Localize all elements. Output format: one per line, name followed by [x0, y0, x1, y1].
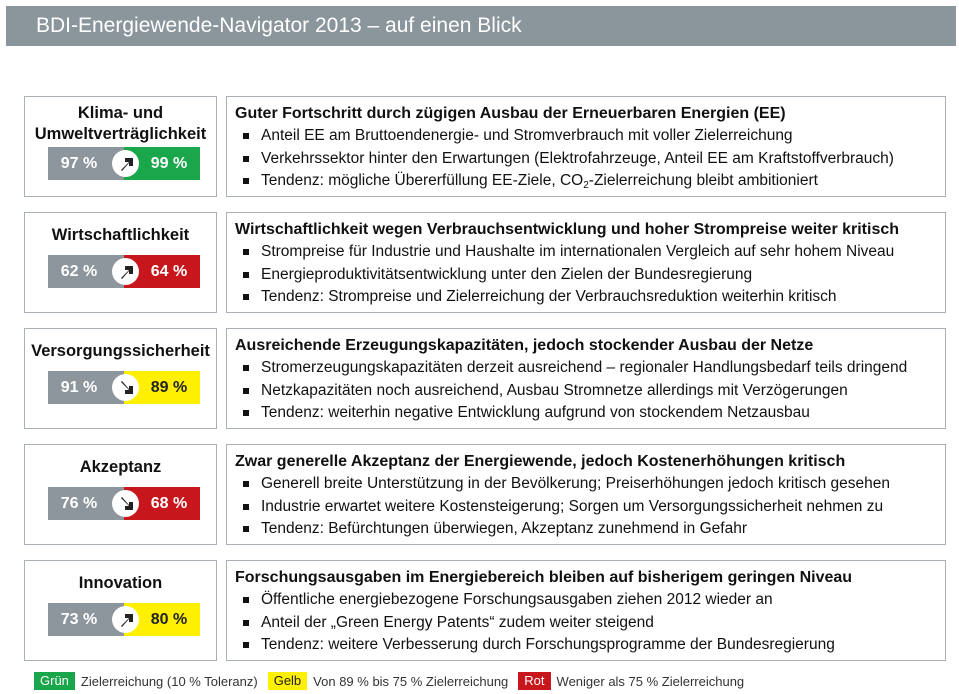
summary-heading: Forschungsausgaben im Energiebereich bleiben auf bisherigem geringen Niveau: [235, 569, 853, 586]
previous-score: 97 %: [48, 147, 124, 180]
bullet-item: Energieproduktivitätsentwicklung unter den Zielen der Bundesregierung: [235, 264, 945, 287]
summary-panel: [226, 212, 946, 313]
subscript-2: 2: [583, 180, 589, 191]
bullet-item: Öffentliche energiebezogene Forschungsausgaben ziehen 2012 wieder an: [235, 589, 945, 612]
arrow-down-right-icon: [112, 490, 139, 517]
summary-panel: [226, 328, 946, 429]
bullet-item: Verkehrssektor hinter den Erwartungen (Elektrofahrzeuge, Anteil EE am Kraftstoffverbrauch): [235, 148, 945, 171]
bullet-item: Generell breite Unterstützung in der Bevölkerung; Preiserhöhungen jedoch kritisch gesehen: [235, 473, 945, 496]
legend-chip-green: Grün: [34, 672, 75, 690]
category-panel: [24, 328, 217, 429]
legend-text: Zielerreichung (10 % Toleranz): [80, 673, 258, 689]
bullet-item: Tendenz: Befürchtungen überwiegen, Akzeptanz zunehmend in Gefahr: [235, 518, 945, 541]
current-score: 80 %: [124, 603, 200, 636]
legend-chip-yellow: Gelb: [268, 672, 307, 690]
row-innovation: [24, 560, 946, 661]
row-versorgungssicherheit: [24, 328, 946, 429]
bullet-item: Strompreise für Industrie und Haushalte im internationalen Vergleich auf sehr hohem Niveau: [235, 241, 945, 264]
score-gauge: [48, 487, 201, 520]
summary-heading: Wirtschaftlichkeit wegen Verbrauchsentwicklung und hoher Strompreise weiter kritisch: [235, 221, 900, 238]
legend: [34, 671, 754, 691]
previous-score: 62 %: [48, 255, 124, 288]
bullet-item: Netzkapazitäten noch ausreichend, Ausbau Stromnetze allerdings mit Verzögerungen: [235, 380, 945, 403]
bullet-text-end: -Zielerreichung bleibt ambitioniert: [588, 172, 818, 189]
legend-text: Weniger als 75 % Zielerreichung: [556, 673, 745, 689]
current-score: 64 %: [124, 255, 200, 288]
bullet-list: [235, 473, 945, 541]
category-label: Akzeptanz: [79, 458, 162, 476]
bullet-item: Anteil der „Green Energy Patents“ zudem weiter steigend: [235, 612, 945, 635]
row-akzeptanz: [24, 444, 946, 545]
score-gauge: [48, 603, 201, 636]
arrow-down-right-icon: [112, 374, 139, 401]
summary-heading: Zwar generelle Akzeptanz der Energiewende, jedoch Kostenerhöhungen kritisch: [235, 453, 846, 470]
previous-score: 91 %: [48, 371, 124, 404]
category-panel: [24, 444, 217, 545]
category-panel: [24, 560, 217, 661]
current-score: 99 %: [124, 147, 200, 180]
bullet-list: [235, 125, 945, 193]
previous-score: 76 %: [48, 487, 124, 520]
category-label: Wirtschaftlichkeit: [51, 226, 190, 244]
row-wirtschaftlichkeit: [24, 212, 946, 313]
category-label: Klima- und: [77, 104, 164, 122]
row-klima: [24, 96, 946, 197]
current-score: 89 %: [124, 371, 200, 404]
bullet-item: Tendenz: weitere Verbesserung durch Forschungsprogramme der Bundesregierung: [235, 634, 945, 657]
summary-heading: Guter Fortschritt durch zügigen Ausbau der Erneuerbaren Energien (EE): [235, 105, 786, 122]
legend-text: Von 89 % bis 75 % Zielerreichung: [313, 673, 509, 689]
score-gauge: [48, 371, 201, 404]
legend-chip-red: Rot: [518, 672, 550, 690]
page-title: BDI-Energiewende-Navigator 2013 – auf einen Blick: [6, 6, 956, 46]
bullet-item: Tendenz: Strompreise und Zielerreichung der Verbrauchsreduktion weiterhin kritisch: [235, 286, 945, 309]
category-label: Innovation: [78, 574, 163, 592]
previous-score: 73 %: [48, 603, 124, 636]
arrow-up-right-icon: [112, 258, 139, 285]
arrow-up-right-icon: [112, 150, 139, 177]
score-gauge: [48, 255, 201, 288]
category-label: Versorgungssicherheit: [31, 342, 210, 360]
bullet-item: Tendenz: weiterhin negative Entwicklung aufgrund von stockendem Netzausbau: [235, 402, 945, 425]
summary-panel: [226, 96, 946, 197]
score-gauge: [48, 147, 201, 180]
summary-panel: [226, 444, 946, 545]
category-panel: [24, 96, 217, 197]
bullet-list: [235, 589, 945, 657]
bullet-text: Tendenz: mögliche Übererfüllung EE-Ziele, CO: [261, 172, 584, 189]
category-label-line2: Umweltverträglichkeit: [34, 125, 207, 143]
current-score: 68 %: [124, 487, 200, 520]
arrow-up-right-icon: [112, 606, 139, 633]
bullet-item: Stromerzeugungskapazitäten derzeit ausreichend – regionaler Handlungsbedarf teils dringend: [235, 357, 945, 380]
summary-heading: Ausreichende Erzeugungskapazitäten, jedoch stockender Ausbau der Netze: [235, 337, 814, 354]
bullet-list: [235, 241, 945, 309]
bullet-list: [235, 357, 945, 425]
category-panel: [24, 212, 217, 313]
bullet-item: Anteil EE am Bruttoendenergie- und Stromverbrauch mit voller Zielerreichung: [235, 125, 945, 148]
summary-panel: [226, 560, 946, 661]
bullet-item: Industrie erwartet weitere Kostensteigerung; Sorgen um Versorgungssicherheit nehmen zu: [235, 496, 945, 519]
bullet-item: [235, 170, 945, 193]
